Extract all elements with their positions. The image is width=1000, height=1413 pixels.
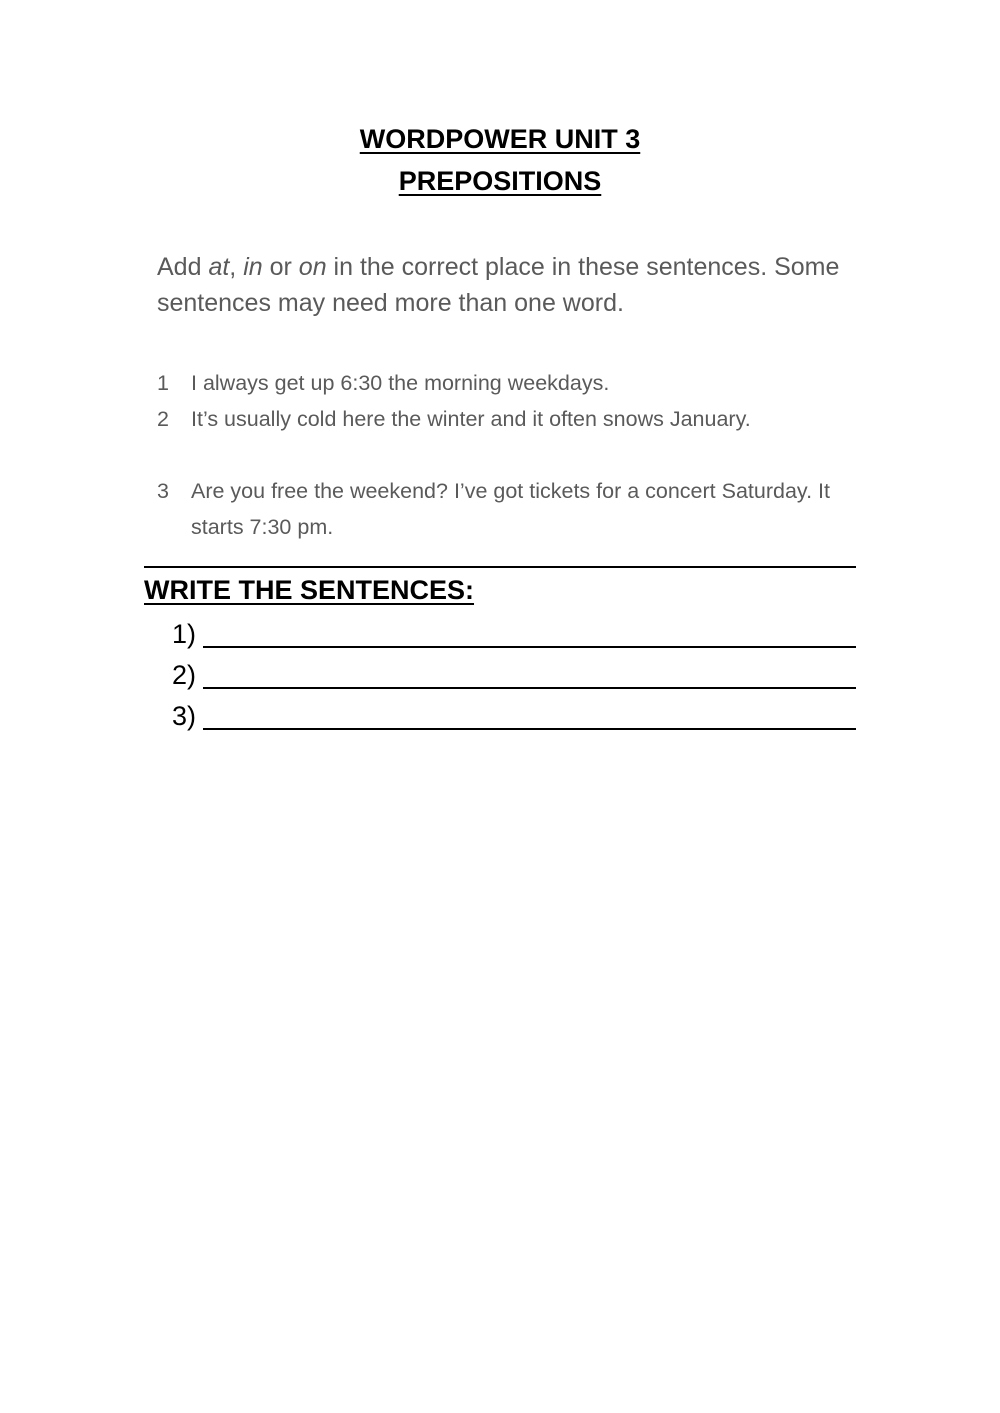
- instructions-text-end: in the correct place in these sentences. Some sentences may need more than one word.: [157, 253, 840, 317]
- exercise-number: 1: [157, 371, 169, 395]
- answer-blank[interactable]: [203, 646, 856, 648]
- worksheet-title: WORDPOWER UNIT 3: [359, 124, 641, 154]
- exercise-item: [157, 365, 837, 401]
- exercise-item: [157, 473, 837, 545]
- answer-line[interactable]: [172, 699, 856, 735]
- exercise-sentence: I always get up 6:30 the morning weekdays.: [191, 371, 610, 395]
- exercise-item: [157, 401, 837, 437]
- answer-blank[interactable]: [203, 728, 856, 730]
- exercise-number: 3: [157, 479, 169, 503]
- write-sentences-heading: WRITE THE SENTENCES:: [144, 575, 475, 605]
- answer-line[interactable]: [172, 658, 856, 694]
- exercise-number: 2: [157, 407, 169, 431]
- section-divider: [144, 566, 856, 568]
- instructions-separator: or: [262, 253, 299, 281]
- exercise-sentence: Are you free the weekend? I’ve got tickets for a concert Saturday. It starts 7:30 pm.: [191, 479, 830, 539]
- word-on: on: [298, 253, 327, 281]
- worksheet-subtitle: PREPOSITIONS: [398, 166, 602, 196]
- word-in: in: [243, 253, 263, 281]
- instructions-text-start: Add: [157, 253, 209, 281]
- instructions-separator: ,: [229, 253, 244, 281]
- answer-line[interactable]: [172, 617, 856, 653]
- answer-label: 1): [172, 619, 197, 649]
- instructions-paragraph: [157, 249, 847, 321]
- answer-blank[interactable]: [203, 687, 856, 689]
- word-at: at: [208, 253, 230, 281]
- answer-label: 3): [172, 701, 197, 731]
- exercise-sentence: It’s usually cold here the winter and it often snows January.: [191, 407, 751, 431]
- answer-label: 2): [172, 660, 197, 690]
